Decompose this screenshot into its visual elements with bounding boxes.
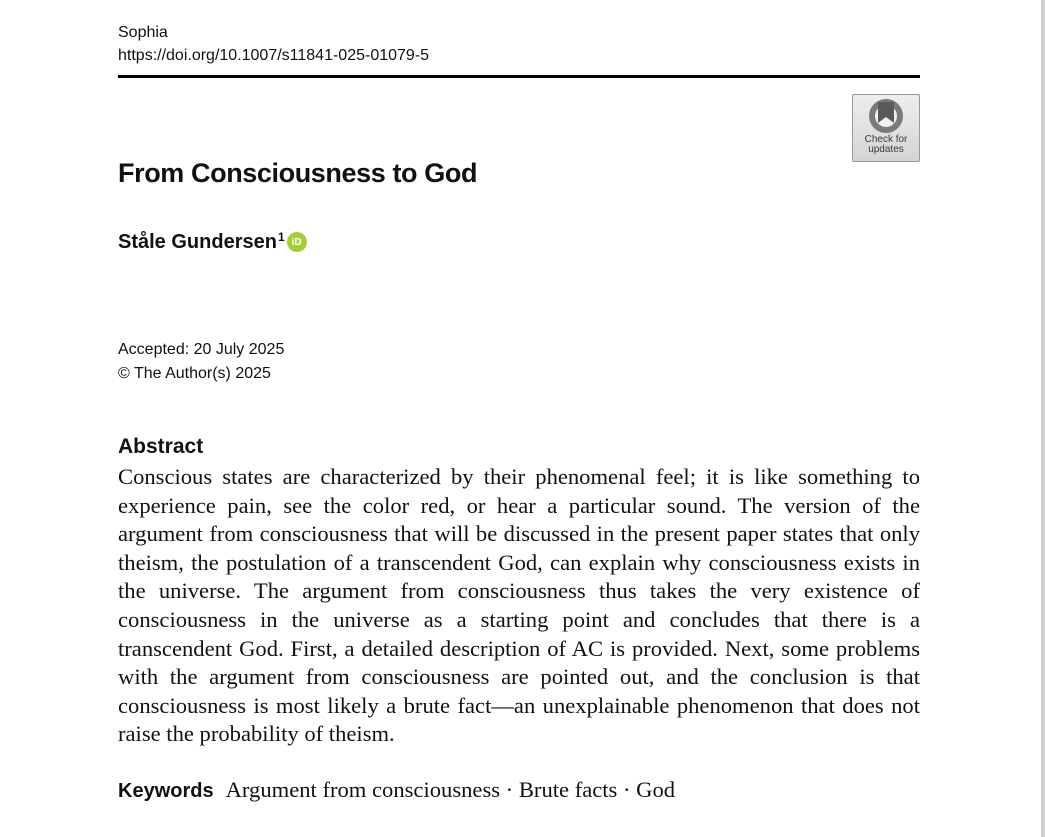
accepted-date: Accepted: 20 July 2025: [118, 341, 285, 358]
article-dates: [118, 338, 284, 386]
abstract-text: Conscious states are characterized by their phenomenal feel; it is like something to experience pain, see the color red, or hear a particular sound. The version of the argument from consciousness that will be discussed in the present paper states that only theism, the postulation of a transcendent God, can explain why consciousness exists in the universe. The argument from consciousness thus takes the very existence of consciousness in the universe as a starting point and concludes that there is a transcendent God. First, a detailed description of AC is provided. Next, some problems with the argument from consciousness are pointed out, and the conclusion is that consciousness is most likely a brute fact—an unexplainable phenomenon that does not raise the probability of theism.: [118, 464, 920, 747]
journal-header: [118, 21, 429, 67]
check-updates-icon: [866, 98, 906, 134]
affiliation-mark: 1: [277, 230, 285, 244]
author-line: [118, 231, 307, 254]
check-updates-label: [865, 135, 908, 155]
badge-line-1: Check for: [864, 134, 908, 145]
copyright-line: © The Author(s) 2025: [118, 365, 271, 382]
keywords-line: [118, 777, 675, 803]
check-for-updates-button[interactable]: [852, 94, 920, 162]
keywords-list: Argument from consciousness · Brute facts · God: [225, 777, 676, 802]
badge-line-2: updates: [868, 144, 904, 155]
article-title: From Consciousness to God: [118, 158, 478, 188]
orcid-icon[interactable]: iD: [287, 232, 307, 252]
header-rule: [118, 75, 920, 78]
journal-name: Sophia: [118, 24, 168, 41]
page-edge: [1041, 0, 1045, 837]
keywords-label: Keywords: [118, 780, 214, 802]
doi-link[interactable]: https://doi.org/10.1007/s11841-025-01079-5: [118, 47, 430, 64]
abstract-heading: Abstract: [118, 435, 204, 458]
author-name: Ståle Gundersen: [118, 231, 277, 253]
